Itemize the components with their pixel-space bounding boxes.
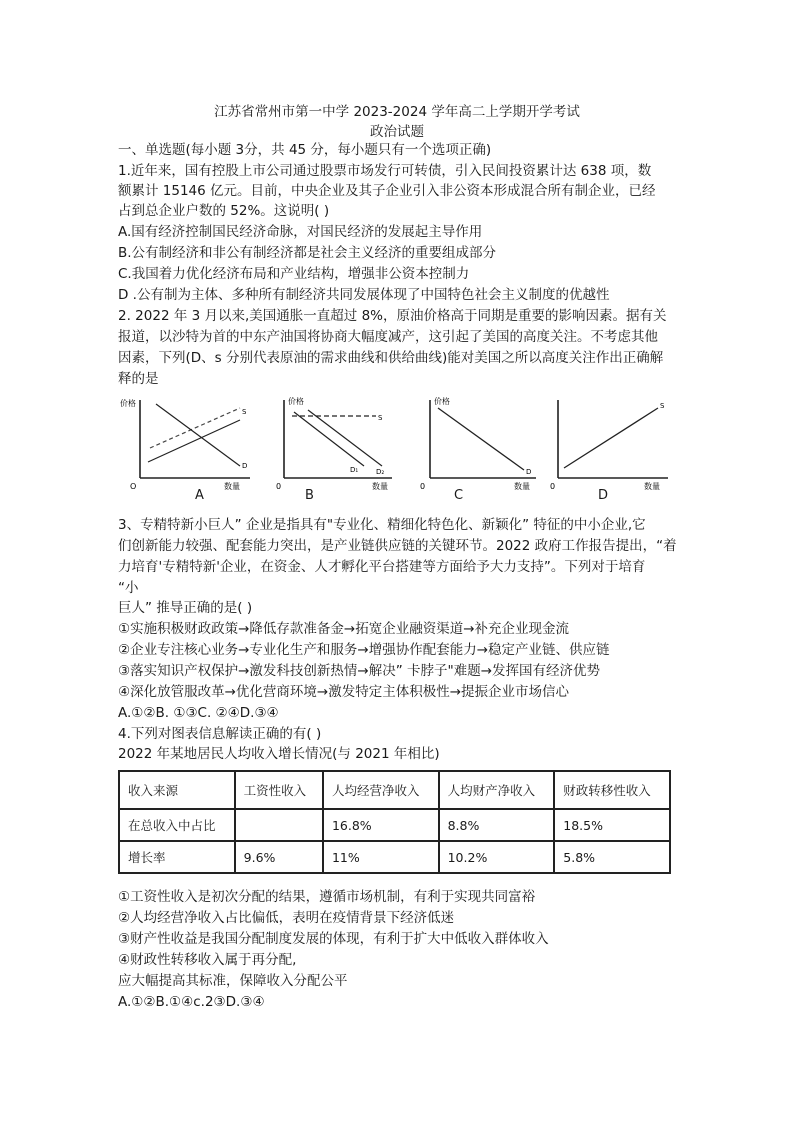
- q1-option-c: C.我国着力优化经济布局和产业结构，增强非公资本控制力: [118, 266, 470, 282]
- graph-b-demand-1: [294, 412, 364, 466]
- income-table-cell: 9.6%: [235, 841, 323, 873]
- income-table-cell: 10.2%: [439, 841, 555, 873]
- income-table-cell: 18.5%: [554, 809, 670, 841]
- q4-table-title: 2022 年某地居民人均收入增长情况(与 2021 年相比): [118, 746, 440, 762]
- income-table-header-cell: 财政转移性收入: [554, 771, 670, 809]
- income-table-header-cell: 工资性收入: [235, 771, 323, 809]
- income-table: [118, 770, 671, 874]
- graph-a-d-label: D: [242, 462, 248, 470]
- graph-b-origin: 0: [276, 482, 282, 491]
- q1-option-a: A.国有经济控制国民经济命脉，对国民经济的发展起主导作用: [118, 224, 483, 240]
- q2-stem-line1: 2. 2022 年 3 月以来,美国通胀一直超过 8%，原油价格高于同期是重要的影响因素。据有关: [118, 308, 667, 324]
- q1-option-b: B.公有制经济和非公有制经济都是社会主义经济的重要组成部分: [118, 245, 497, 261]
- q1-stem-line1: 1.近年来，国有控股上市公司通过股票市场发行可转债，引入民间投资累计达 638 项，数: [118, 163, 652, 179]
- q2-stem-line3: 因素，下列(D、s 分别代表原油的需求曲线和供给曲线)能对美国之所以高度关注作出正确解: [118, 350, 664, 366]
- graph-b-d1-label: D₁: [350, 466, 359, 474]
- graph-d: [548, 392, 674, 510]
- income-table-header-row: [119, 771, 670, 809]
- q1-stem-line2: 额累计 15146 亿元。目前，中央企业及其子企业引入非公资本形成混合所有制企业，已经: [118, 183, 656, 199]
- q4-item-4-continued: 应大幅提高其标准，保障收入分配公平: [118, 973, 348, 989]
- graph-b-s-label: S: [378, 414, 383, 422]
- q3-item-1: ①实施积极财政政策→降低存款准备金→拓宽企业融资渠道→补充企业现金流: [118, 621, 570, 637]
- q3-item-4: ④深化放管服改革→优化营商环境→激发特定主体积极性→提振企业市场信心: [118, 684, 570, 700]
- income-table-cell: 在总收入中占比: [119, 809, 235, 841]
- q1-stem-line3: 占到总企业户数的 52%。这说明( ): [118, 203, 330, 219]
- income-table-cell: [235, 809, 323, 841]
- q4-item-3: ③财产性收益是我国分配制度发展的体现，有利于扩大中低收入群体收入: [118, 931, 549, 947]
- income-table-header-cell: 人均财产净收入: [439, 771, 555, 809]
- graph-c-demand-curve: [438, 408, 524, 470]
- graph-b-x-label: 数量: [372, 482, 388, 491]
- income-table-row: [119, 841, 670, 873]
- q3-stem-line2: 们创新能力较强、配套能力突出，是产业链供应链的关键环节。2022 政府工作报告提出，“着: [118, 538, 677, 554]
- q3-stem-line3: 力培育'专精特新'企业，在资金、人才孵化平台搭建等方面给予大力支持”。下列对于培育: [118, 559, 646, 575]
- income-table-cell: 16.8%: [323, 809, 439, 841]
- q4-item-4: ④财政性转移收入属于再分配,: [118, 952, 297, 968]
- q2-stem-line2: 报道，以沙特为首的中东产油国将协商大幅度减产，这引起了美国的高度关注。不考虑其他: [118, 329, 658, 345]
- graph-c-x-label: 数量: [514, 482, 530, 491]
- q4-item-2: ②人均经营净收入占比偏低，表明在疫情背景下经济低迷: [118, 910, 455, 926]
- q4-stem: 4.下列对图表信息解读正确的有( ): [118, 726, 322, 742]
- q3-stem-line1: 3、专精特新小巨人” 企业是指具有"专业化、精细化特色化、新颖化” 特征的中小企业,它: [118, 517, 646, 533]
- graph-d-s-label: S: [660, 402, 665, 410]
- graph-d-origin: 0: [550, 482, 556, 491]
- graph-a-s-label: S: [242, 408, 247, 416]
- graph-b: [268, 392, 398, 510]
- exam-subtitle: 政治试题: [370, 124, 424, 140]
- q2-stem-line4: 释的是: [118, 371, 159, 387]
- graph-a-x-label: 数量: [224, 482, 240, 491]
- graph-a-y-label: 价格: [120, 399, 136, 408]
- graph-d-supply-curve: [564, 408, 658, 468]
- income-table-cell: 增长率: [119, 841, 235, 873]
- q3-stem-line4: “小: [118, 580, 139, 596]
- graph-c-y-label: 价格: [434, 397, 450, 406]
- q4-item-1: ①工资性收入是初次分配的结果，遵循市场机制，有利于实现共同富裕: [118, 889, 536, 905]
- q3-options: A.①②B. ①③C. ②④D.③④: [118, 705, 279, 721]
- section-heading: 一、单选题(每小题 3分，共 45 分，每小题只有一个选项正确): [118, 142, 492, 158]
- income-table-cell: 11%: [323, 841, 439, 873]
- q3-item-2: ②企业专注核心业务→专业化生产和服务→增强协作配套能力→稳定产业链、供应链: [118, 642, 610, 658]
- graph-b-label: B: [305, 488, 314, 503]
- graph-c: [410, 392, 542, 510]
- graph-a-supply-dashed: [150, 408, 240, 448]
- graph-d-x-label: 数量: [644, 482, 660, 491]
- income-table-row: [119, 809, 670, 841]
- income-table-cell: 8.8%: [439, 809, 555, 841]
- graph-b-y-label: 价格: [288, 397, 304, 406]
- graph-c-label: C: [454, 488, 464, 503]
- graph-c-d-label: D: [526, 468, 532, 476]
- q1-option-d: D .公有制为主体、多种所有制经济共同发展体现了中国特色社会主义制度的优越性: [118, 287, 610, 303]
- exam-title: 江苏省常州市第一中学 2023-2024 学年高二上学期开学考试: [214, 104, 580, 120]
- income-table-header-cell: 人均经营净收入: [323, 771, 439, 809]
- graph-c-origin: 0: [420, 482, 426, 491]
- q3-stem-line5: 巨人” 推导正确的是( ): [118, 600, 253, 616]
- graph-a-label: A: [195, 488, 204, 503]
- q3-item-3: ③落实知识产权保护→激发科技创新热情→解决” 卡脖子"难题→发挥国有经济优势: [118, 663, 601, 679]
- income-table-header-cell: 收入来源: [119, 771, 235, 809]
- graph-b-demand-2: [308, 410, 382, 466]
- graph-d-label: D: [598, 488, 609, 503]
- income-table-cell: 5.8%: [554, 841, 670, 873]
- graph-a-origin: O: [130, 482, 137, 491]
- q4-options: A.①②B.①④c.2③D.③④: [118, 994, 265, 1010]
- graph-b-d2-label: D₂: [376, 468, 385, 476]
- graph-a: [118, 392, 258, 510]
